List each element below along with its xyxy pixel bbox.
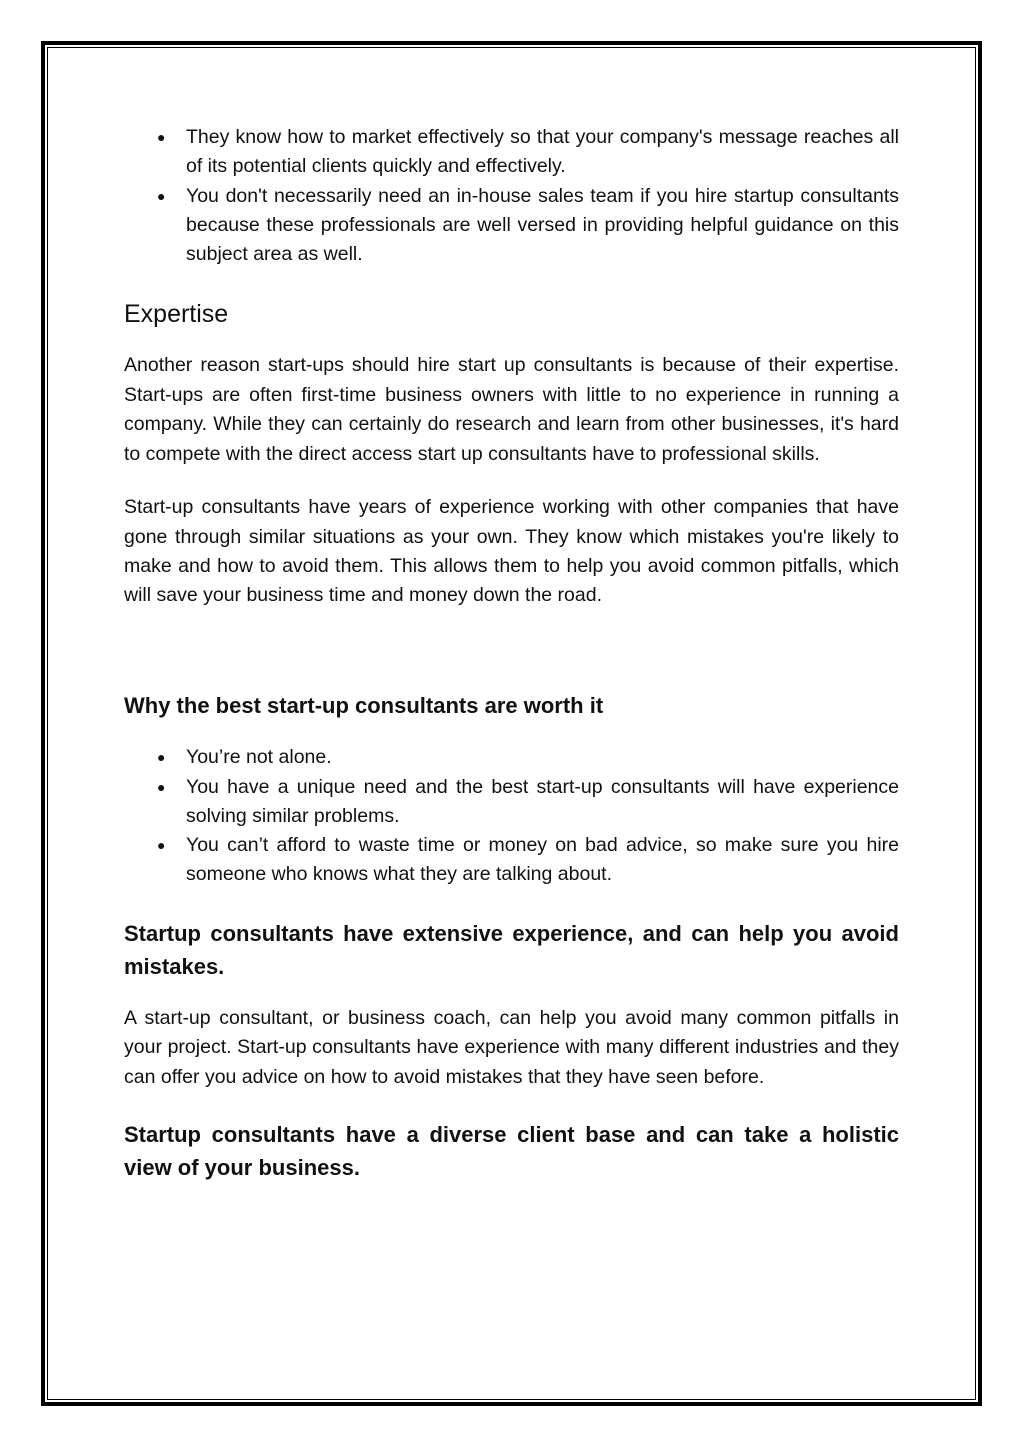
worth-it-heading: Why the best start-up consultants are worth it bbox=[124, 692, 604, 718]
list-item: ● You have a unique need and the best start-up consultants will have experience solving similar problems. bbox=[124, 773, 899, 832]
bullet-icon: ● bbox=[157, 187, 166, 204]
worth-it-bullet-list bbox=[124, 743, 899, 889]
bullet-icon: ● bbox=[157, 749, 166, 766]
expertise-paragraph-2: Start-up consultants have years of experience working with other companies that have gone through similar situations as your own. They know which mistakes you're likely to make and how to avoid them. This allows them to help you avoid common pitfalls, which will save your business time and money down the road. bbox=[124, 496, 899, 607]
expertise-heading: Expertise bbox=[124, 300, 229, 329]
diverse-client-heading: Startup consultants have a diverse client base and can take a holistic view of your business. bbox=[124, 1121, 899, 1181]
marketing-bullet-list bbox=[124, 123, 899, 269]
experience-paragraph: A start-up consultant, or business coach, can help you avoid many common pitfalls in your project. Start-up consultants have experience with many different industries and they can offer you advice on how to avoid mistakes that they have seen before. bbox=[124, 1006, 899, 1088]
list-item: ● You can’t afford to waste time or money on bad advice, so make sure you hire someone who knows what they are talking about. bbox=[124, 831, 899, 890]
experience-heading: Startup consultants have extensive experience, and can help you avoid mistakes. bbox=[124, 920, 899, 980]
list-item: ● You don't necessarily need an in-house sales team if you hire startup consultants because these professionals are well versed in providing helpful guidance on this subject area as well. bbox=[124, 182, 899, 270]
bullet-icon: ● bbox=[157, 778, 166, 795]
document-body bbox=[124, 123, 899, 1185]
expertise-paragraph-1: Another reason start-ups should hire start up consultants is because of their expertise. Start-ups are often first-time business owners with little to no experience in running a company. While they can certainly do research and learn from other businesses, it's hard to compete with the direct access start up consultants have to professional skills. bbox=[124, 354, 899, 465]
bullet-icon: ● bbox=[157, 129, 166, 145]
bullet-icon: ● bbox=[157, 837, 166, 854]
list-item: ● You’re not alone. bbox=[124, 743, 899, 772]
list-item: ● They know how to market effectively so that your company's message reaches all of its potential clients quickly and effectively. bbox=[124, 123, 899, 182]
